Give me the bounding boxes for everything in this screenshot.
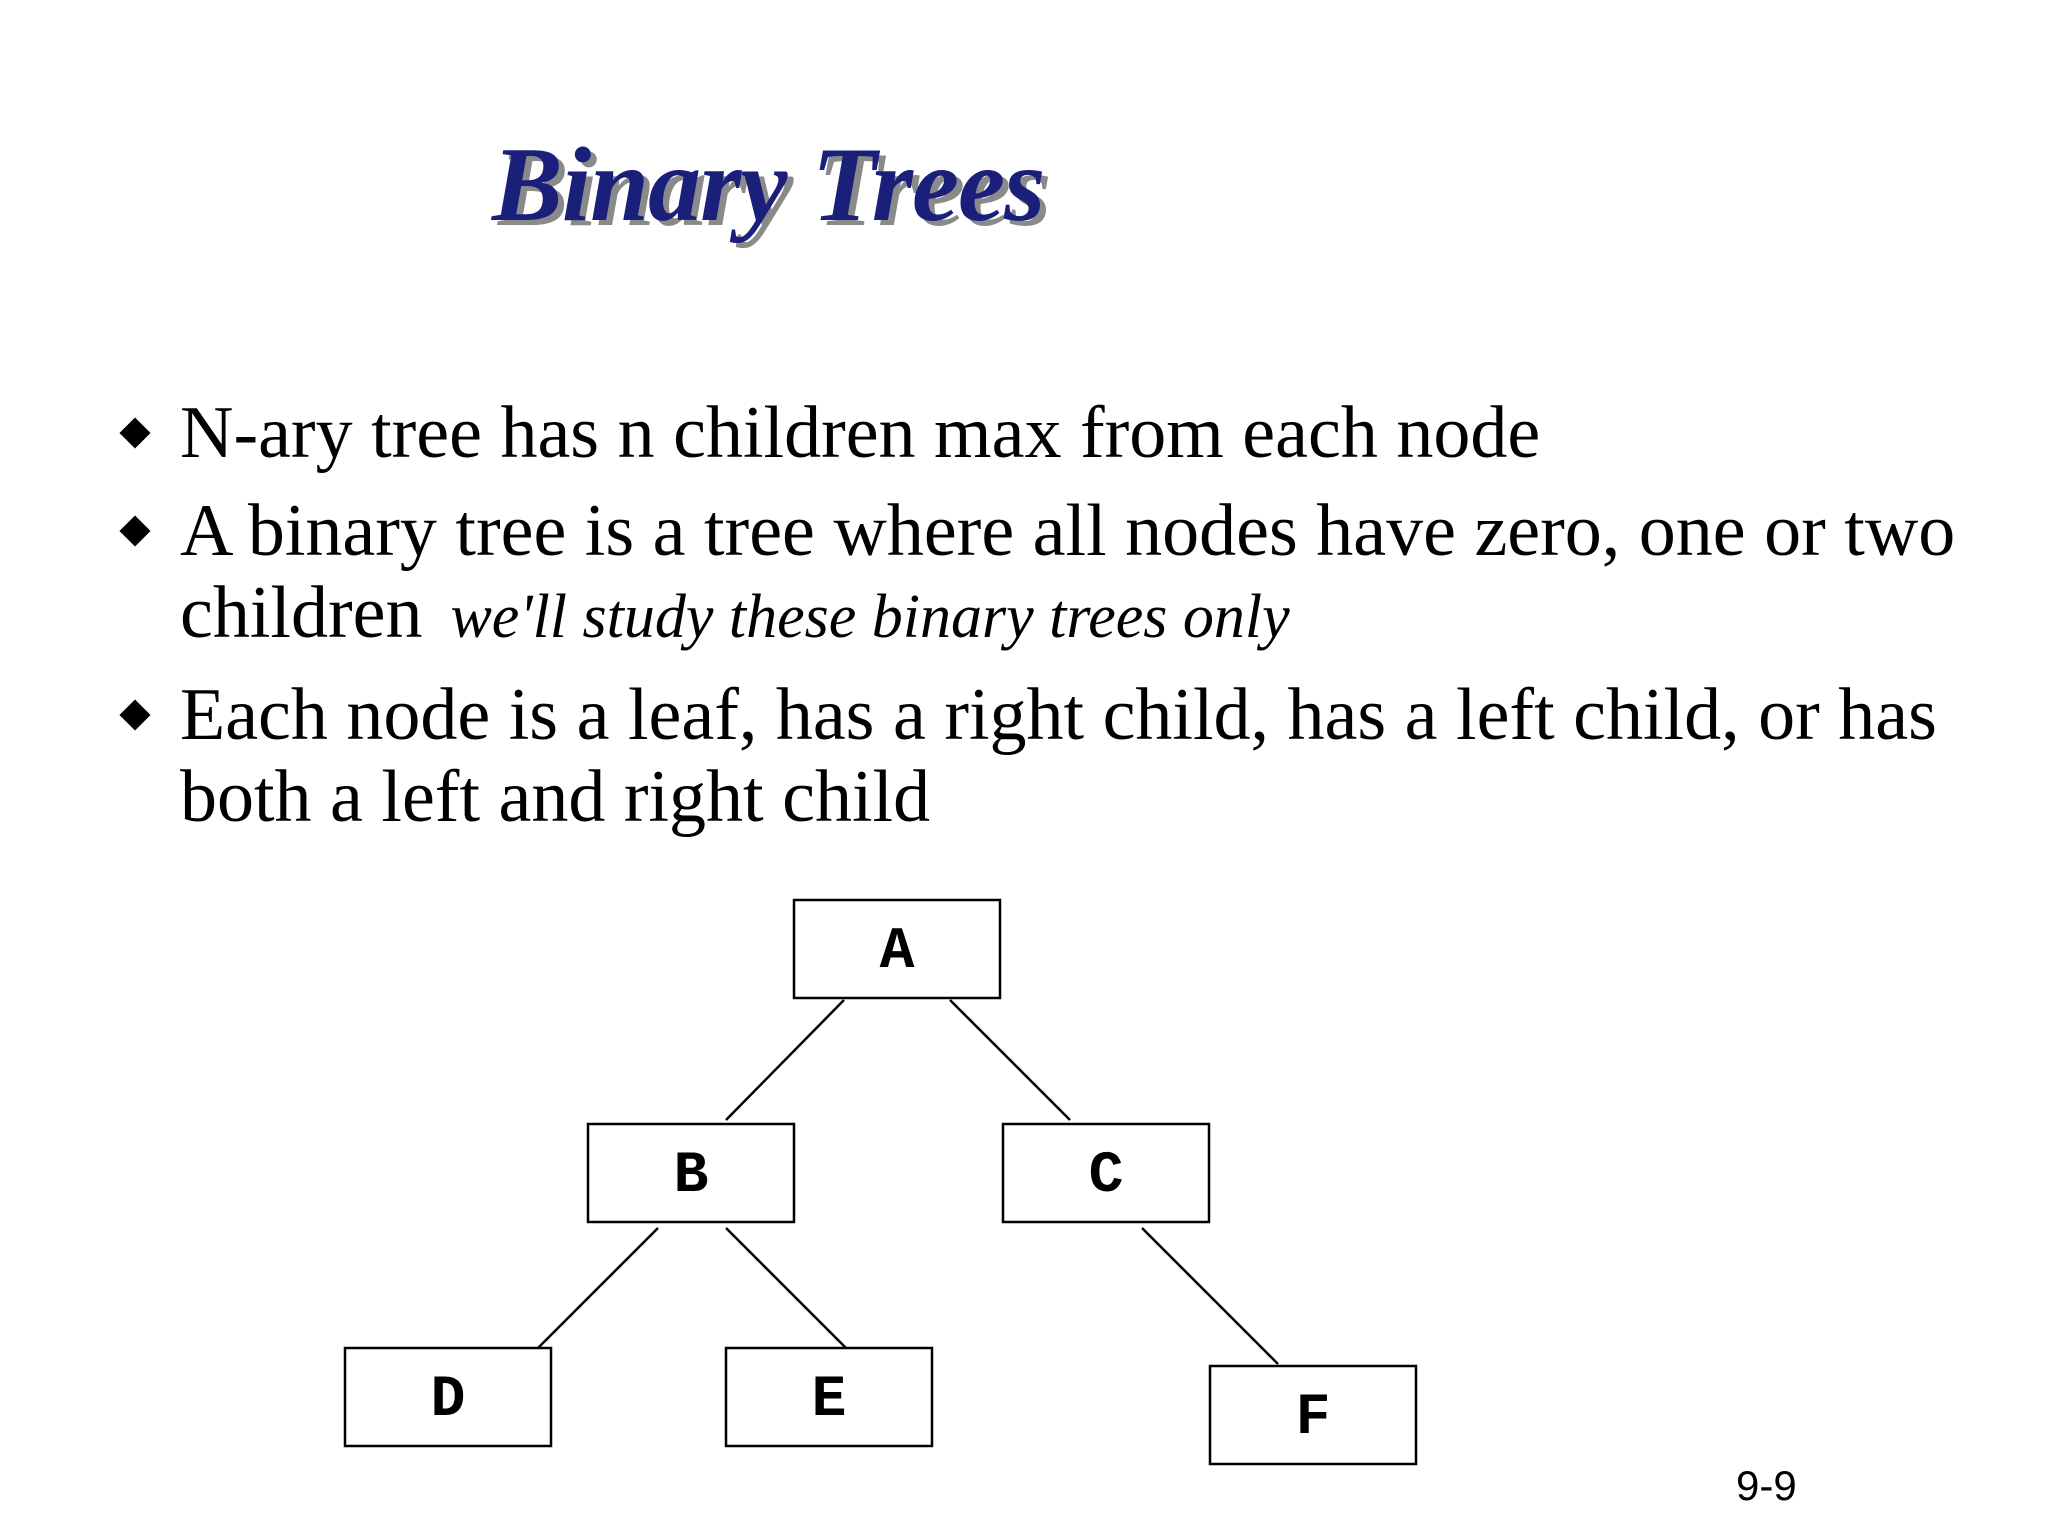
tree-edge-a-b (726, 1000, 844, 1120)
tree-node-label: F (1295, 1386, 1331, 1451)
bullet-text: Each node is a leaf, has a right child, has a left child, or has both a left and right child (180, 674, 1937, 838)
tree-node-e (726, 1348, 932, 1446)
tree-node-c (1003, 1124, 1209, 1222)
tree-edge-c-f (1142, 1228, 1278, 1364)
tree-edge-a-c (950, 1000, 1070, 1120)
tree-node-b (588, 1124, 794, 1222)
tree-node-f (1210, 1366, 1416, 1464)
bullet-aside: we'll study these binary trees only (450, 583, 1290, 651)
tree-node-label: D (430, 1368, 466, 1433)
bullet-text: A binary tree is a tree where all nodes have zero, one or two children (180, 490, 1956, 654)
tree-node-label: B (673, 1144, 709, 1209)
tree-edge-b-e (726, 1228, 846, 1348)
bullet-text: N-ary tree has n children max from each node (180, 392, 1541, 474)
slide-title: Binary Trees (492, 126, 1045, 243)
tree-node-d (345, 1348, 551, 1446)
tree-node-label: E (811, 1368, 847, 1433)
tree-node-a (794, 900, 1000, 998)
tree-edge-b-d (538, 1228, 658, 1348)
tree-node-label: C (1088, 1144, 1124, 1209)
tree-node-label: A (879, 920, 915, 985)
page-number: 9-9 (1736, 1462, 1797, 1509)
